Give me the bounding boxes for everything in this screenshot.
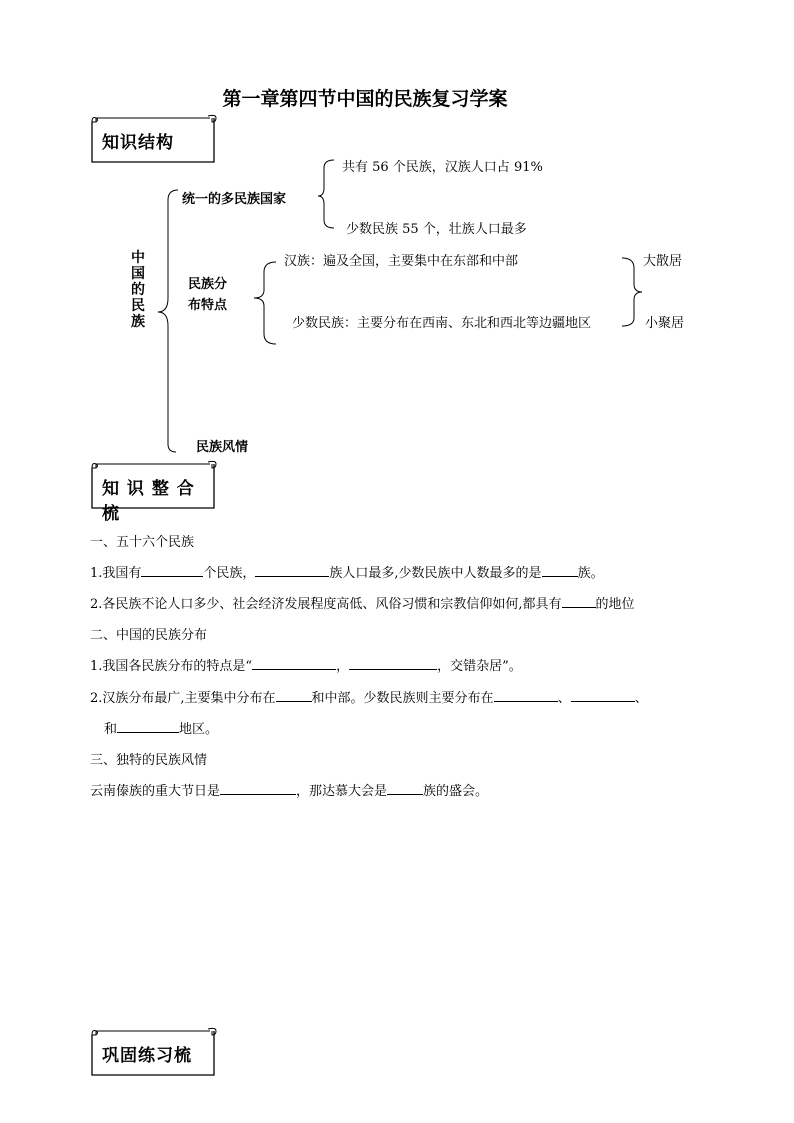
diagram-branch2-line2: 布特点 [188, 298, 228, 313]
diagram-branch2-line1: 民族分 [188, 277, 228, 292]
blank[interactable] [252, 657, 336, 670]
heading-distribution: 二、中国的民族分布 [90, 628, 208, 643]
diagram-branch1-item2: 少数民族 55 个，壮族人口最多 [346, 222, 527, 237]
blank[interactable] [349, 657, 437, 670]
question-4: 2.汉族分布最广,主要集中分布在 和中部。少数民族则主要分布在 、 、 [90, 691, 648, 706]
right-brace [622, 258, 642, 326]
main-brace [158, 190, 178, 452]
section-header-practice [90, 1027, 214, 1079]
blank[interactable] [220, 782, 296, 795]
question-1: 1.我国有 个民族， 族人口最多,少数民族中人数最多的是 族。 [90, 566, 604, 581]
question-3: 1.我国各民族分布的特点是“ ， ，交错杂居”。 [90, 659, 522, 674]
blank[interactable] [117, 720, 179, 733]
heading-56-ethnic-groups: 一、五十六个民族 [90, 535, 195, 550]
blank[interactable] [571, 689, 635, 702]
section-title: 知识结构 [102, 133, 174, 153]
blank[interactable] [562, 595, 596, 608]
diagram-branch2-item1: 汉族：遍及全国，主要集中在东部和中部 [284, 254, 519, 269]
diagram-branch1-item1: 共有 56 个民族，汉族人口占 91% [342, 160, 543, 175]
page-title: 第一章第四节中国的民族复习学案 [222, 88, 508, 110]
diagram-branch1: 统一的多民族国家 [182, 192, 287, 207]
blank[interactable] [276, 689, 312, 702]
question-5: 云南傣族的重大节日是 ，那达慕大会是 族的盛会。 [90, 784, 489, 799]
blank[interactable] [255, 564, 329, 577]
section-header-integration [90, 460, 214, 524]
section-title: 巩固练习梳 [102, 1046, 192, 1066]
diagram-tag-dispersed: 大散居 [643, 254, 683, 269]
section-title: 知 识 整 合 梳 [102, 479, 195, 524]
question-2: 2.各民族不论人口多少、社会经济发展程度高低、风俗习惯和宗教信仰如何,都具有 的地位 [90, 597, 635, 612]
diagram-branch2-item2: 少数民族：主要分布在西南、东北和西北等边疆地区 [292, 316, 592, 331]
diagram-branch3: 民族风情 [196, 440, 249, 455]
blank[interactable] [494, 689, 558, 702]
diagram-tag-concentrated: 小聚居 [645, 316, 685, 331]
branch2-brace [254, 262, 276, 344]
branch1-brace [318, 160, 334, 228]
question-4-continued: 和 地区。 [104, 722, 219, 737]
blank[interactable] [542, 564, 578, 577]
diagram-root: 中国的民族 [131, 250, 145, 330]
blank[interactable] [141, 564, 203, 577]
blank[interactable] [387, 782, 423, 795]
heading-customs: 三、独特的民族风情 [90, 753, 208, 768]
